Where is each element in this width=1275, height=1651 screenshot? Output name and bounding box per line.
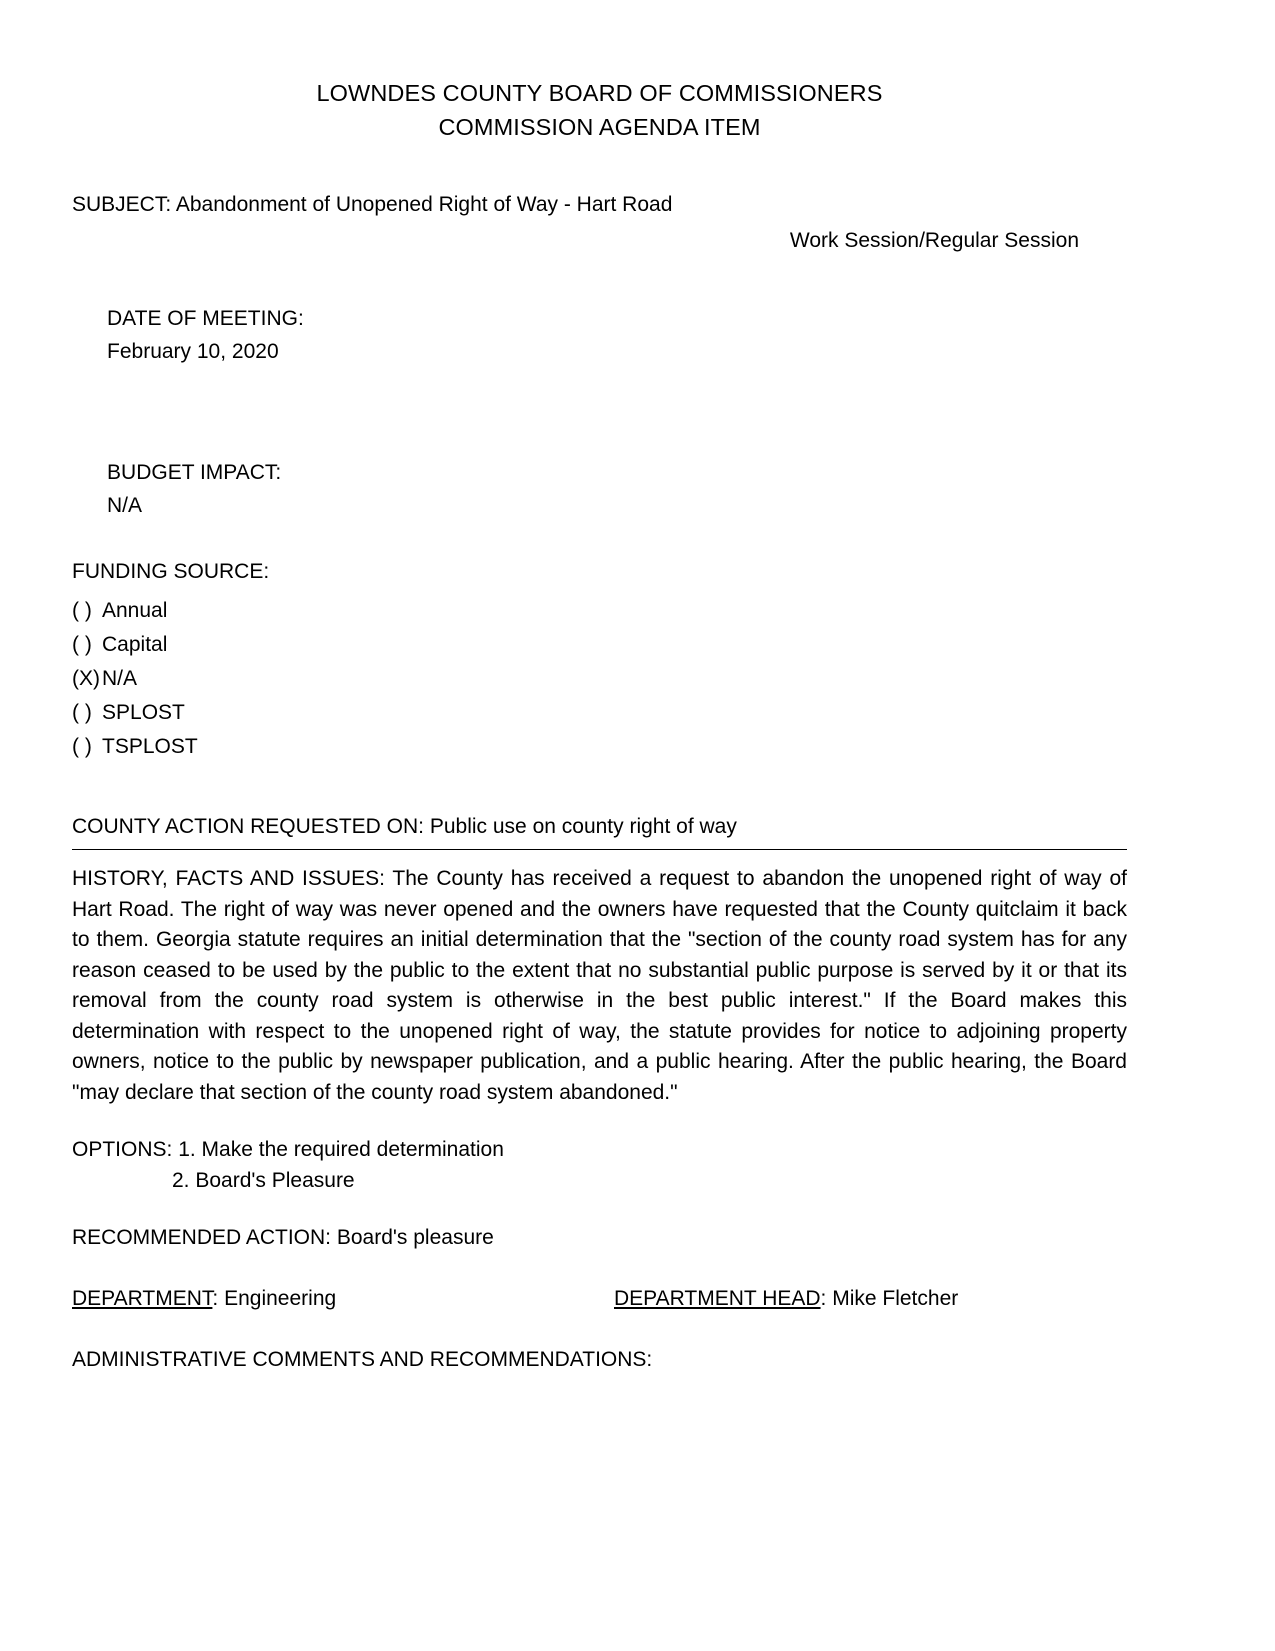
checkbox-na[interactable]: (X) <box>72 667 100 690</box>
funding-option-capital[interactable] <box>72 628 1127 662</box>
department-row <box>72 1283 1127 1314</box>
funding-option-splost[interactable] <box>72 696 1127 730</box>
department-head-value: : Mike Fletcher <box>820 1287 959 1310</box>
session-type: Work Session/Regular Session <box>789 229 1079 252</box>
option-item-1: 1. Make the required determination <box>178 1138 504 1161</box>
recommended-action-label: RECOMMENDED ACTION: <box>72 1226 332 1249</box>
funding-option-label: Annual <box>102 599 168 622</box>
department-label: DEPARTMENT <box>72 1287 213 1310</box>
county-action-label: COUNTY ACTION REQUESTED ON: <box>72 815 424 838</box>
funding-option-label: Capital <box>102 633 168 656</box>
funding-option-label: N/A <box>102 667 138 690</box>
title-line-primary: LOWNDES COUNTY BOARD OF COMMISSIONERS <box>316 80 883 106</box>
checkbox-capital[interactable]: ( ) <box>72 633 92 656</box>
section-divider <box>72 849 1127 850</box>
meeting-date-value: February 10, 2020 <box>107 340 279 363</box>
funding-source-options <box>72 594 1127 764</box>
subject-label: SUBJECT: <box>72 193 172 216</box>
department-head-field <box>614 1283 958 1314</box>
budget-impact-row <box>72 423 1127 555</box>
meeting-date-row <box>72 269 1127 401</box>
department-field <box>72 1283 614 1314</box>
department-head-label: DEPARTMENT HEAD <box>614 1287 821 1310</box>
administrative-comments-label: ADMINISTRATIVE COMMENTS AND RECOMMENDATIONS: <box>72 1348 653 1371</box>
budget-impact-label: BUDGET IMPACT: <box>107 461 282 484</box>
options-label: OPTIONS: <box>72 1138 173 1161</box>
recommended-action-value: Board's pleasure <box>336 1226 494 1249</box>
county-action-value: Public use on county right of way <box>429 815 737 838</box>
options-row-first <box>72 1134 1127 1165</box>
county-action-row <box>72 810 1127 843</box>
document-body <box>72 188 1127 1375</box>
funding-option-annual[interactable] <box>72 594 1127 628</box>
subject-row <box>72 188 1127 221</box>
meeting-date-label: DATE OF MEETING: <box>107 307 304 330</box>
checkbox-tsplost[interactable]: ( ) <box>72 735 92 758</box>
document-title <box>72 76 1127 144</box>
funding-option-label: SPLOST <box>102 701 185 724</box>
funding-option-tsplost[interactable] <box>72 730 1127 764</box>
funding-option-na[interactable] <box>72 662 1127 696</box>
history-facts-issues-text: HISTORY, FACTS AND ISSUES: The County has received a request to abandon the unopened right of way of Hart Road. The right of way was never opened and the owners have requested that the County quitclaim it back to them. Georgia statute requires an initial determination that the "section of the county road system has for any reason ceased to be used by the public to the extent that no substantial public purpose is served by it or that its removal from the county road system is otherwise in the best public interest." If the Board makes this determination with respect to the unopened right of way, the statute provides for notice to adjoining property owners, notice to the public by newspaper publication, and a public hearing. After the public hearing, the Board "may declare that section of the county road system abandoned." <box>72 867 1127 1104</box>
funding-source-label: FUNDING SOURCE: <box>72 560 270 583</box>
subject-value: Abandonment of Unopened Right of Way - Hart Road <box>175 193 673 216</box>
checkbox-annual[interactable]: ( ) <box>72 599 92 622</box>
department-value: : Engineering <box>212 1287 337 1310</box>
option-item-2: 2. Board's Pleasure <box>172 1169 355 1192</box>
recommended-action-row <box>72 1222 1127 1253</box>
title-line-secondary: COMMISSION AGENDA ITEM <box>438 114 761 140</box>
budget-impact-value: N/A <box>107 494 143 517</box>
options-section <box>72 1134 1127 1196</box>
funding-option-label: TSPLOST <box>102 735 198 758</box>
checkbox-splost[interactable]: ( ) <box>72 701 92 724</box>
